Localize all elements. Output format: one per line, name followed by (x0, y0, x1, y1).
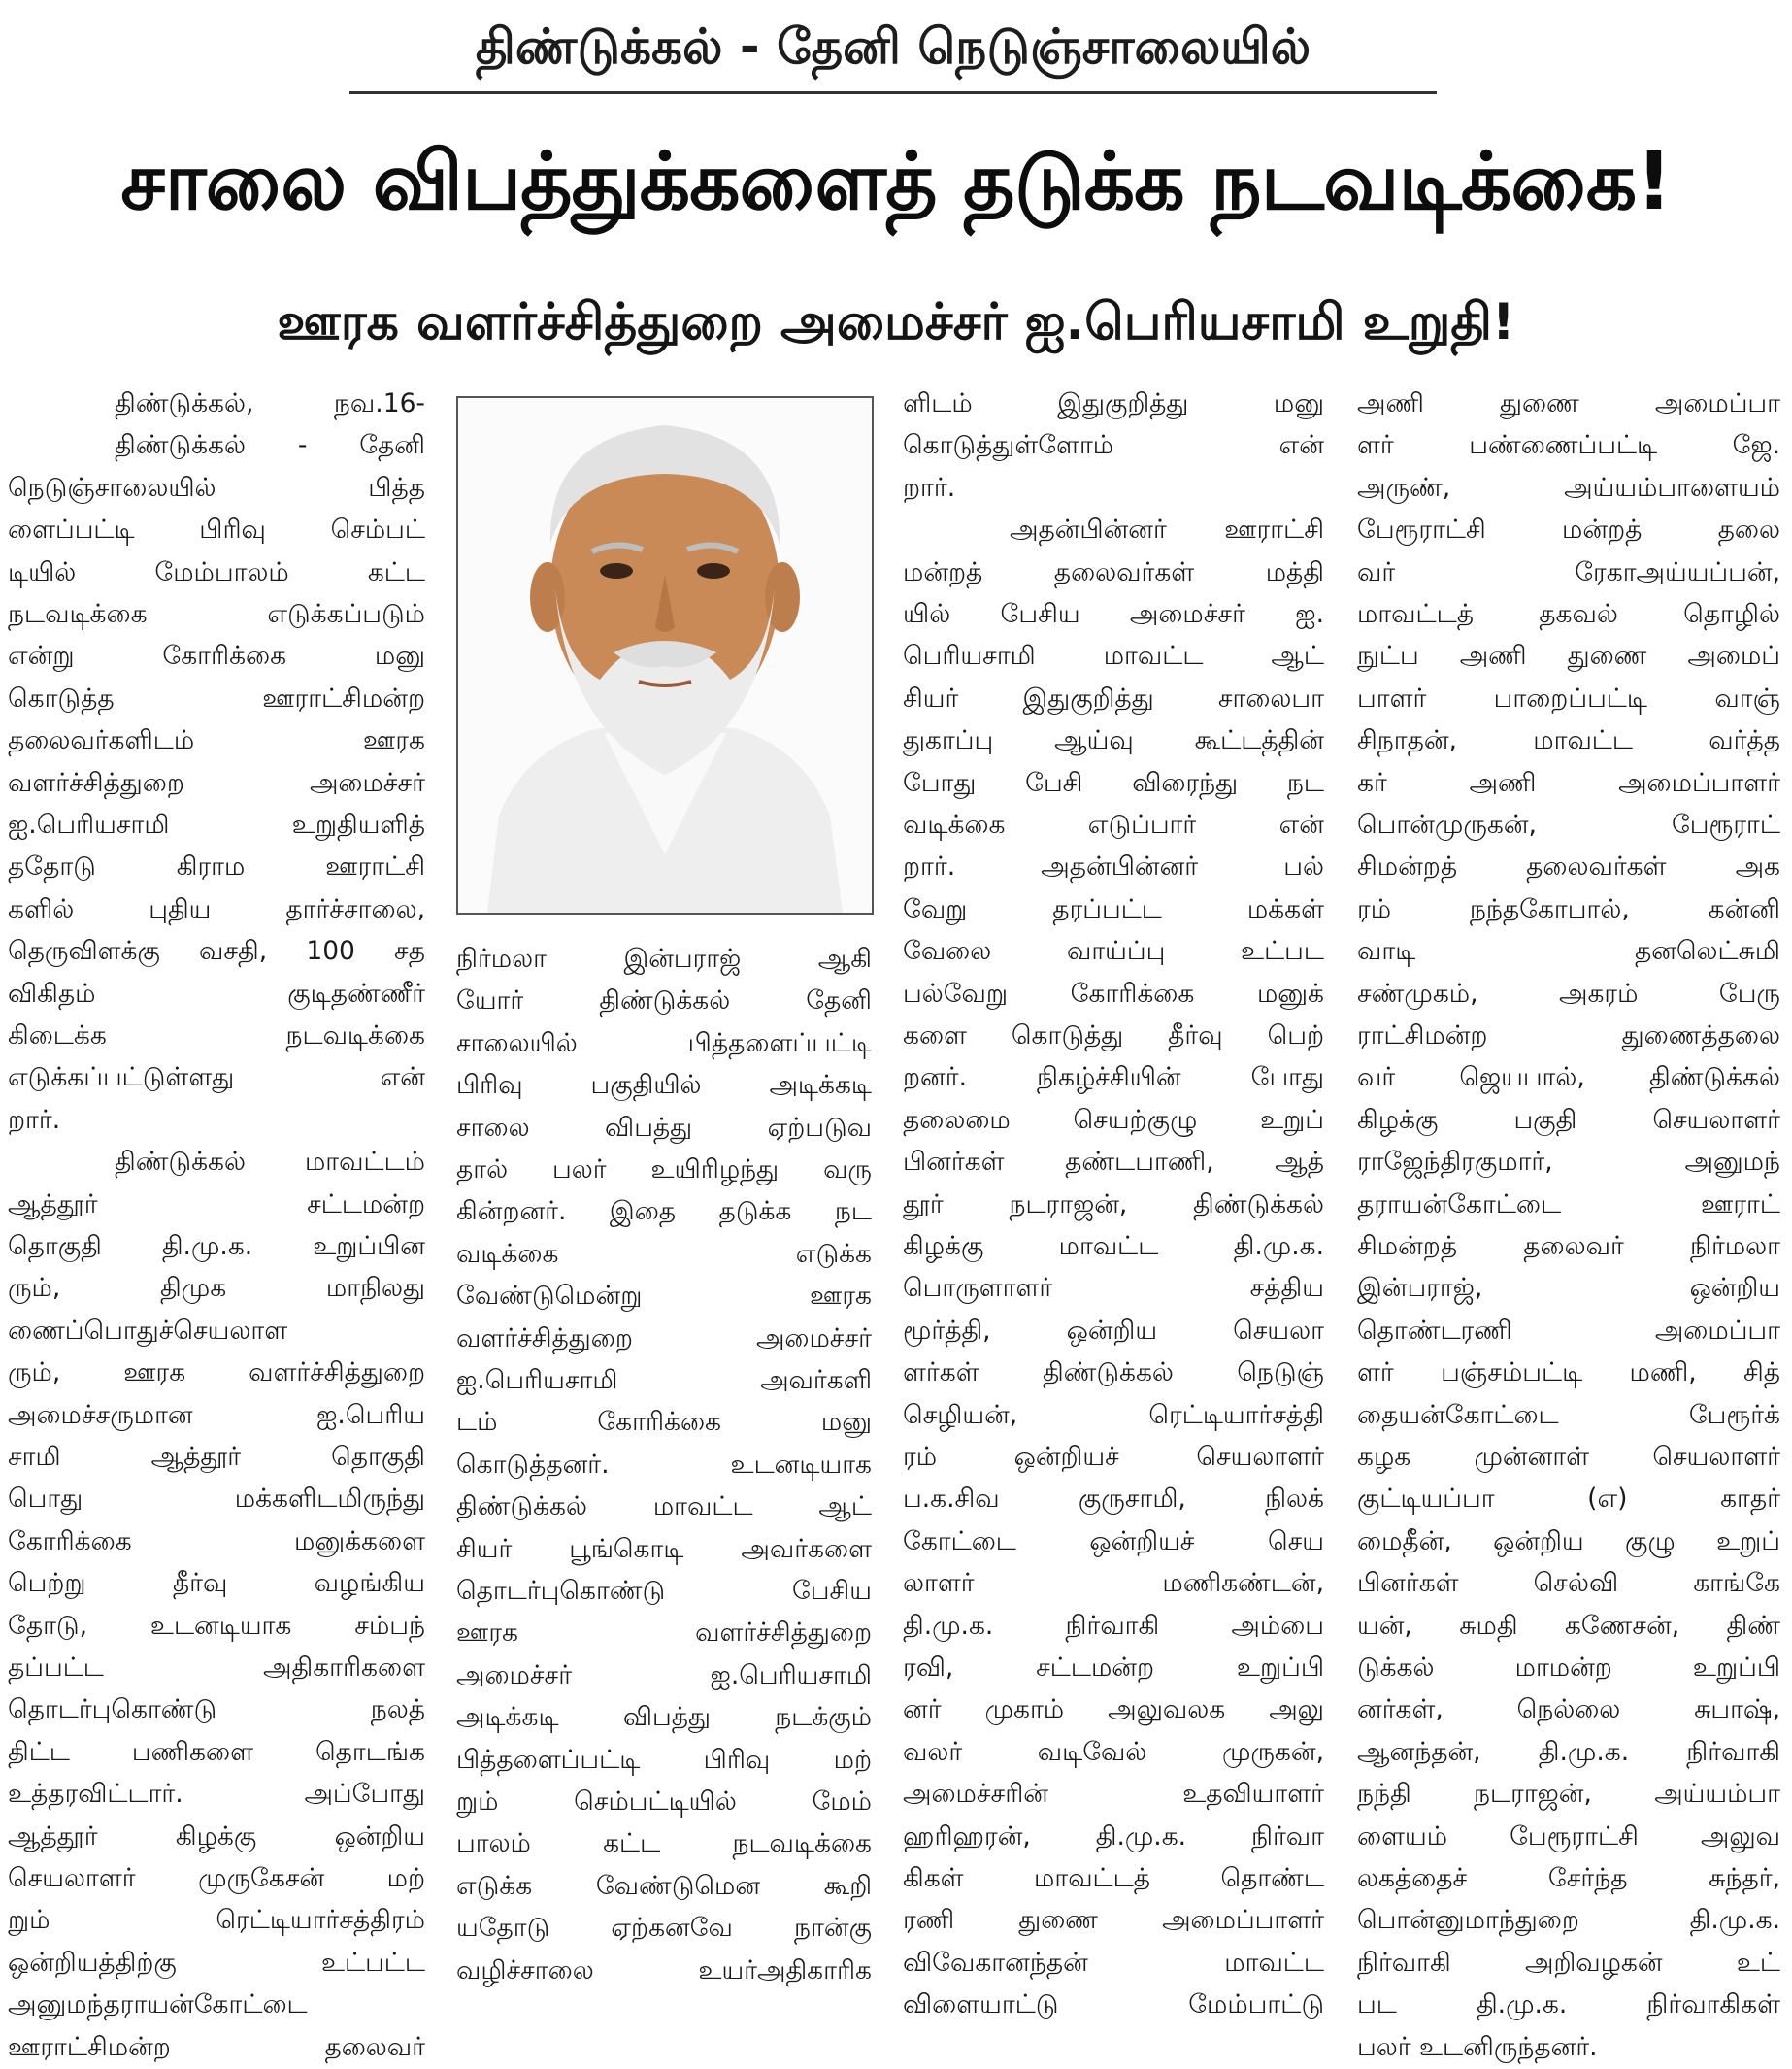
article-line: அடிக்கடி விபத்து நடக்கும் (456, 1702, 872, 1733)
article-line: அமைச்சர் ஐ.பெரியசாமி (456, 1659, 872, 1690)
article-line: வடிக்கை எடுப்பார் என் (903, 810, 1324, 840)
article-line: கிடைக்க நடவடிக்கை (8, 1020, 425, 1051)
article-line: விகிதம் குடிதண்ணீர் (8, 978, 425, 1009)
article-line: ஹரிஹரன், தி.மு.க. நிர்வா (903, 1820, 1324, 1852)
article-line: போது பேசி விரைந்து நட (903, 767, 1324, 798)
article-line: வேண்டுமென்று ஊரக (456, 1281, 872, 1312)
article-line: ஆத்தூர் சட்டமன்ற (8, 1188, 425, 1219)
article-line: சியர் பூங்கொடி அவர்களை (456, 1533, 872, 1564)
article-line: பிரிவு பகுதியில் அடிக்கடி (456, 1070, 872, 1101)
article-line: னர் முகாம் அலுவலக அலு (903, 1694, 1324, 1725)
article-line: சிநாதன், மாவட்ட வர்த்த (1357, 725, 1780, 756)
article-line: தராயன்கோட்டை ஊராட் (1357, 1188, 1780, 1219)
article-line: தோடு, உடனடியாக சம்பந் (8, 1610, 425, 1641)
article-line: அதன்பின்னர் ஊராட்சி (1010, 515, 1324, 546)
article-line: ரம் நந்தகோபால், கன்னி (1357, 893, 1780, 924)
article-line: வளர்ச்சித்துறை அமைச்சர் (456, 1322, 872, 1353)
article-line: திண்டுக்கல் - தேனி (115, 430, 425, 461)
article-line: ஊரக வளர்ச்சித்துறை (456, 1618, 872, 1649)
article-line: றும் ரெட்டியார்சத்திரம் (8, 1905, 425, 1936)
article-line: அருண், அய்யம்பாளையம் (1357, 472, 1780, 503)
article-line: நந்தி நடராஜன், அய்யம்பா (1357, 1779, 1780, 1810)
article-line: மைதீன், ஒன்றிய குழு உறுப் (1357, 1525, 1780, 1556)
article-line: குட்டியப்பா (எ) காதர் (1357, 1484, 1780, 1515)
article-line: பினர்கள் தண்டபாணி, ஆத் (903, 1147, 1324, 1178)
article-line: ளர் பண்ணைப்பட்டி ஜே. (1357, 430, 1780, 461)
article-line: அனுமந்தராயன்கோட்டை (8, 1989, 308, 2020)
article-line: வழிச்சாலை உயர்அதிகாரிக (456, 1954, 872, 1986)
article-line: றார். (903, 472, 956, 503)
kicker-underline (349, 91, 1437, 94)
column-1 (8, 383, 425, 2062)
minister-photo (456, 396, 874, 915)
article-line: கொடுத்துள்ளோம் என் (903, 430, 1324, 461)
article-line: ரம் ஒன்றியச் செயலாளர் (903, 1442, 1324, 1472)
column-4 (1357, 383, 1780, 2062)
article-line: னர்கள், நெல்லை சுபாஷ், (1357, 1694, 1780, 1725)
article-line: பொன்முருகன், பேரூராட் (1357, 810, 1780, 840)
article-line: றனர். நிகழ்ச்சியின் போது (903, 1062, 1324, 1093)
article-line: அமைச்சருமான ஐ.பெரிய (8, 1399, 425, 1430)
article-line: திண்டுக்கல் மாவட்டம் (115, 1147, 425, 1178)
article-line: சியர் இதுகுறித்து சாலைபா (903, 683, 1324, 714)
article-line: கர் அணி அமைப்பாளர் (1357, 767, 1780, 798)
article-line: வலர் வடிவேல் முருகன், (903, 1736, 1324, 1767)
article-line: பல்வேறு கோரிக்கை மனுக் (903, 978, 1324, 1009)
kicker-headline-text: திண்டுக்கல் - தேனி நெடுஞ்சாலையில் (475, 17, 1311, 75)
article-line: அமைச்சரின் உதவியாளர் (903, 1779, 1324, 1810)
article-line: பொருளாளர் சத்திய (903, 1273, 1324, 1304)
article-line: சிமன்றத் தலைவர் நிர்மலா (1357, 1231, 1780, 1261)
article-line: கிழக்கு மாவட்ட தி.மு.க. (903, 1231, 1324, 1261)
article-line: பாளர் பாறைப்பட்டி வாஞ் (1357, 683, 1780, 714)
article-line: ளைப்பட்டி பிரிவு செம்பட் (8, 515, 425, 546)
article-line: சாமி ஆத்தூர் தொகுதி (8, 1442, 425, 1472)
column-2 (456, 938, 872, 2045)
article-line: வர் ரேகாஅய்யப்பன், (1357, 556, 1780, 587)
article-line: ரணி துணை அமைப்பாளர் (903, 1905, 1324, 1936)
article-line: பட தி.மு.க. நிர்வாகிகள் (1357, 1989, 1780, 2020)
article-line: திண்டுக்கல், நவ.16- (115, 388, 425, 418)
column-3 (903, 383, 1324, 2045)
article-line: சாலை விபத்து ஏற்படுவ (456, 1112, 872, 1143)
article-line: சாலையில் பித்தளைப்பட்டி (456, 1027, 872, 1058)
article-line: வேறு தரப்பட்ட மக்கள் (903, 893, 1324, 924)
article-line: கொடுத்த ஊராட்சிமன்ற (8, 683, 425, 714)
article-line: வாடி தனலெட்சுமி (1357, 936, 1780, 967)
article-line: இன்பராஜ், ஒன்றிய (1357, 1273, 1780, 1304)
article-line: வடிக்கை எடுக்க (456, 1238, 872, 1269)
article-line: ளையம் பேரூராட்சி அலுவ (1357, 1820, 1780, 1852)
article-line: தொகுதி தி.மு.க. உறுப்பின (8, 1231, 425, 1261)
article-line: தொடர்புகொண்டு பேசிய (456, 1576, 872, 1606)
article-line: கின்றனர். இதை தடுக்க நட (456, 1196, 872, 1227)
article-line: ளர்கள் திண்டுக்கல் நெடுஞ் (903, 1357, 1324, 1388)
article-line: கழக முன்னாள் செயலாளர் (1357, 1442, 1780, 1472)
article-line: அணி துணை அமைப்பா (1357, 388, 1780, 418)
article-line: றும் செம்பட்டியில் மேம் (456, 1786, 872, 1817)
article-line: பலர் உடனிருந்தனர். (1357, 2031, 1598, 2062)
article-line: தப்பட்ட அதிகாரிகளை (8, 1652, 425, 1683)
article-line: கோட்டை ஒன்றியச் செய (903, 1525, 1324, 1556)
article-line: ளர் பஞ்சம்பட்டி மணி, சித் (1357, 1357, 1780, 1388)
article-line: எடுக்கப்பட்டுள்ளது என் (8, 1062, 425, 1093)
article-line: வர் ஜெயபால், திண்டுக்கல் (1357, 1062, 1780, 1093)
article-line: செழியன், ரெட்டியார்சத்தி (903, 1399, 1324, 1430)
article-line: டம் கோரிக்கை மனு (456, 1407, 872, 1438)
main-headline-text: சாலை விபத்துக்களைத் தடுக்க நடவடிக்கை! (120, 136, 1672, 228)
article-line: பெரியசாமி மாவட்ட ஆட் (903, 641, 1324, 672)
sub-headline-text: ஊரக வளர்ச்சித்துறை அமைச்சர் ஐ.பெரியசாமி உறுதி! (277, 292, 1515, 351)
article-line: யதோடு ஏற்கனவே நான்கு (456, 1913, 872, 1944)
article-line: ஒன்றியத்திற்கு உட்பட்ட (8, 1947, 425, 1978)
article-line: திண்டுக்கல் மாவட்ட ஆட் (456, 1491, 872, 1522)
article-line: ஐ.பெரியசாமி உறுதியளித் (8, 810, 425, 840)
article-line: பொது மக்களிடமிருந்து (8, 1484, 425, 1515)
main-headline (0, 115, 1792, 260)
article-line: டியில் மேம்பாலம் கட்ட (8, 556, 425, 587)
article-line: டுக்கல் மாமன்ற உறுப்பி (1357, 1652, 1780, 1683)
article-line: றார். அதன்பின்னர் பல் (903, 851, 1324, 883)
article-line: என்று கோரிக்கை மனு (8, 641, 425, 672)
article-line: ரும், ஊரக வளர்ச்சித்துறை (8, 1357, 425, 1388)
article-line: பொன்னுமாந்துறை தி.மு.க. (1357, 1905, 1780, 1936)
sub-headline (0, 277, 1792, 374)
article-line: களில் புதிய தார்ச்சாலை, (8, 893, 425, 924)
article-line: ஆனந்தன், தி.மு.க. நிர்வாகி (1357, 1736, 1780, 1767)
article-line: பினர்கள் செல்வி காங்கே (1357, 1568, 1780, 1599)
article-line: உத்தரவிட்டார். அப்போது (8, 1779, 425, 1810)
article-line: பெற்று தீர்வு வழங்கிய (8, 1568, 425, 1599)
article-line: நிர்வாகி அறிவழகன் உட் (1357, 1947, 1780, 1978)
article-line: ஐ.பெரியசாமி அவர்களி (456, 1365, 872, 1395)
article-line: றார். (8, 1104, 61, 1135)
article-line: ளிடம் இதுகுறித்து மனு (903, 388, 1324, 418)
article-line: எடுக்க வேண்டுமென கூறி (456, 1870, 872, 1901)
article-line: தால் பலர் உயிரிழந்து வரு (456, 1154, 872, 1185)
article-line: தொடர்புகொண்டு நலத் (8, 1694, 425, 1725)
article-line: கிகள் மாவட்டத் தொண்ட (903, 1863, 1324, 1893)
article-line: ததோடு கிராம ஊராட்சி (8, 851, 425, 883)
article-line: நுட்ப அணி துணை அமைப் (1357, 641, 1780, 672)
article-line: ராஜேந்திரகுமார், அனுமந் (1357, 1147, 1780, 1178)
article-line: பாலம் கட்ட நடவடிக்கை (456, 1828, 872, 1859)
article-line: வளர்ச்சித்துறை அமைச்சர் (8, 767, 425, 798)
article-line: தொண்டரணி அமைப்பா (1357, 1315, 1780, 1346)
article-line: தெருவிளக்கு வசதி, 100 சத (8, 936, 425, 967)
article-line: நடவடிக்கை எடுக்கப்படும் (8, 599, 425, 629)
article-line: யில் பேசிய அமைச்சர் ஐ. (903, 599, 1324, 629)
article-line: பித்தளைப்பட்டி பிரிவு மற் (456, 1744, 872, 1775)
article-line: யோர் திண்டுக்கல் தேனி (456, 985, 872, 1017)
article-line: கொடுத்தனர். உடனடியாக (456, 1449, 872, 1480)
article-line: நிர்மலா இன்பராஜ் ஆகி (456, 944, 872, 974)
article-line: தலைமை செயற்குழு உறுப் (903, 1104, 1324, 1135)
article-line: மூர்த்தி, ஒன்றிய செயலா (903, 1315, 1324, 1346)
article-line: பேரூராட்சி மன்றத் தலை (1357, 515, 1780, 546)
article-line: தலைவர்களிடம் ஊரக (8, 725, 425, 756)
article-line: தையன்கோட்டை பேரூர்க் (1357, 1399, 1780, 1430)
article-line: லாளர் மணிகண்டன், (903, 1568, 1324, 1599)
article-line: ரவி, சட்டமன்ற உறுப்பி (903, 1652, 1324, 1683)
article-line: மாவட்டத் தகவல் தொழில் (1357, 599, 1780, 629)
article-line: கிழக்கு பகுதி செயலாளர் (1357, 1104, 1780, 1135)
article-line: ரும், திமுக மாநிலது (8, 1273, 425, 1304)
article-line: மன்றத் தலைவர்கள் மத்தி (903, 556, 1324, 587)
article-line: திட்ட பணிகளை தொடங்க (8, 1736, 425, 1767)
article-line: நெடுஞ்சாலையில் பித்த (8, 472, 425, 503)
article-line: தூர் நடராஜன், திண்டுக்கல் (903, 1188, 1324, 1219)
article-line: ஆத்தூர் கிழக்கு ஒன்றிய (8, 1820, 425, 1852)
kicker-headline (349, 6, 1437, 93)
article-line: தி.மு.க. நிர்வாகி அம்பை (903, 1610, 1324, 1641)
article-line: ணைப்பொதுச்செயலாள (8, 1315, 288, 1346)
article-line: ஊராட்சிமன்ற தலைவர் (8, 2031, 425, 2062)
article-line: லகத்தைச் சேர்ந்த சுந்தர், (1357, 1863, 1780, 1893)
article-line: துகாப்பு ஆய்வு கூட்டத்தின் (903, 725, 1324, 756)
article-line: சிமன்றத் தலைவர்கள் அக (1357, 851, 1780, 883)
article-line: விளையாட்டு மேம்பாட்டு (903, 1989, 1324, 2020)
article-line: விவேகானந்தன் மாவட்ட (903, 1947, 1324, 1978)
article-line: யன், சுமதி கணேசன், திண் (1357, 1610, 1780, 1641)
article-line: கோரிக்கை மனுக்களை (8, 1525, 425, 1556)
article-line: செயலாளர் முருகேசன் மற் (8, 1863, 425, 1893)
article-line: சண்முகம், அகரம் பேரு (1357, 978, 1780, 1009)
article-line: வேலை வாய்ப்பு உட்பட (903, 936, 1324, 967)
article-line: களை கொடுத்து தீர்வு பெற் (903, 1020, 1324, 1051)
article-line: ராட்சிமன்ற துணைத்தலை (1357, 1020, 1780, 1051)
article-line: ப.க.சிவ குருசாமி, நிலக் (903, 1484, 1324, 1515)
